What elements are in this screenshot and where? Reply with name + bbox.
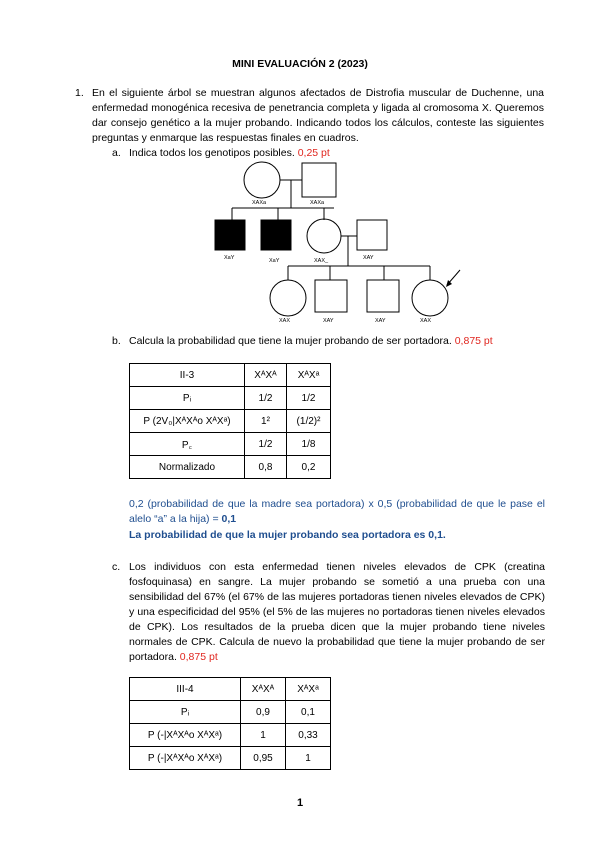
genotype-label: XaY bbox=[269, 258, 280, 264]
gen3-female-proband bbox=[412, 280, 448, 316]
genotype-label: XAX bbox=[420, 318, 432, 324]
gen3-female-1 bbox=[270, 280, 306, 316]
genotype-label: XAXa bbox=[310, 200, 325, 206]
table-cell: III-4 bbox=[130, 678, 241, 701]
genotype-label: XAXa bbox=[252, 200, 267, 206]
table-cell: XᴬXᴬ bbox=[241, 678, 286, 701]
table-cell: Pᵢ bbox=[130, 701, 241, 724]
table-row bbox=[130, 456, 331, 479]
table-cell: P (-|XᴬXᴬo XᴬXᵃ) bbox=[130, 724, 241, 747]
genotype-label: XAX bbox=[279, 318, 291, 324]
item-b-text: Calcula la probabilidad que tiene la mujer probando de ser portadora. bbox=[129, 335, 452, 347]
genotype-label: XAY bbox=[375, 318, 386, 324]
answer-b-text: 0,2 (probabilidad de que la madre sea portadora) x 0,5 (probabilidad de que le pase el alelo “a” a la hija) = bbox=[129, 498, 545, 525]
answer-b-value: 0,1 bbox=[221, 513, 237, 525]
question-number: 1. bbox=[75, 87, 84, 99]
table-cell: XᴬXᴬ bbox=[245, 364, 287, 387]
genotype-label: XAY bbox=[323, 318, 334, 324]
table-cell: 1 bbox=[286, 747, 331, 770]
table-cell: 0,8 bbox=[245, 456, 287, 479]
item-b-points: 0,875 pt bbox=[454, 335, 493, 347]
item-c bbox=[129, 560, 545, 665]
item-a-text: Indica todos los genotipos posibles. bbox=[129, 147, 295, 159]
gen2-female-ii3 bbox=[307, 219, 341, 253]
gen2-affected-male-2 bbox=[261, 220, 291, 250]
genotype-label: XAY bbox=[363, 255, 374, 261]
table-cell: P (-|XᴬXᴬo XᴬXᵃ) bbox=[130, 747, 241, 770]
pedigree-chart bbox=[200, 160, 480, 330]
table-cell: 0,33 bbox=[286, 724, 331, 747]
page-number: 1 bbox=[296, 797, 304, 809]
table-cell: II-3 bbox=[130, 364, 245, 387]
table-cell: 1/2 bbox=[245, 433, 287, 456]
table-cell: 1/8 bbox=[287, 433, 331, 456]
table-row bbox=[130, 410, 331, 433]
answer-b-final: La probabilidad de que la mujer probando sea portadora es 0,1. bbox=[129, 529, 446, 541]
table-cell: (1/2)² bbox=[287, 410, 331, 433]
table-row bbox=[130, 433, 331, 456]
table-cell: 1² bbox=[245, 410, 287, 433]
item-a-letter: a. bbox=[112, 147, 121, 159]
gen1-female bbox=[244, 162, 280, 198]
gen2-male-partner bbox=[357, 220, 387, 250]
question-1-text: En el siguiente árbol se muestran algunos afectados de Distrofia muscular de Duchenne, una enfermedad monogénica recesiva de penetrancia completa y ligada al cromosoma X. Queremos dar consejo genético a la mujer probando. Indicando todos los cálculos, conteste las siguientes preguntas y enmarque las respuestas finales en cuadros. bbox=[92, 87, 544, 144]
table-row bbox=[130, 724, 331, 747]
item-c-letter: c. bbox=[112, 561, 121, 573]
table-cell: 0,9 bbox=[241, 701, 286, 724]
item-b-letter: b. bbox=[112, 335, 121, 347]
probability-table-2 bbox=[129, 677, 331, 770]
item-c-points: 0,875 pt bbox=[179, 651, 218, 663]
table-cell: 0,95 bbox=[241, 747, 286, 770]
gen1-male bbox=[302, 163, 336, 197]
probability-table-1 bbox=[129, 363, 331, 479]
table-row bbox=[130, 364, 331, 387]
gen3-male-2 bbox=[367, 280, 399, 312]
table-cell: XᴬXᵃ bbox=[286, 678, 331, 701]
item-a-points: 0,25 pt bbox=[297, 147, 330, 159]
answer-b-explanation bbox=[129, 497, 545, 527]
table-cell: 1 bbox=[241, 724, 286, 747]
item-c-text: Los individuos con esta enfermedad tienen niveles elevados de CPK (creatina fosfoquinasa) en sangre. La mujer probando se sometió a una prueba con una sensibilidad del 67% (el 67% de las mujeres portadoras tienen niveles elevados de CPK) y una especificidad del 95% (el 5% de las mujeres no portadoras tienen niveles elevados de CPK). Los resultados de la prueba dicen que la mujer probando tiene niveles normales de CPK. Calcula de nuevo la probabilidad que tiene la mujer probando de ser portadora. bbox=[129, 561, 545, 663]
table-cell: 1/2 bbox=[287, 387, 331, 410]
genotype-label: XAX_ bbox=[314, 258, 329, 264]
table-cell: XᴬXᵃ bbox=[287, 364, 331, 387]
table-cell: P꜀ bbox=[130, 433, 245, 456]
table-cell: P (2V₀|XᴬXᴬo XᴬXᵃ) bbox=[130, 410, 245, 433]
table-cell: 0,2 bbox=[287, 456, 331, 479]
table-cell: 1/2 bbox=[245, 387, 287, 410]
table-cell: Pᵢ bbox=[130, 387, 245, 410]
table-row bbox=[130, 678, 331, 701]
table-cell: Normalizado bbox=[130, 456, 245, 479]
table-row bbox=[130, 387, 331, 410]
item-b bbox=[129, 334, 493, 349]
table-row bbox=[130, 701, 331, 724]
genotype-label: XaY bbox=[224, 255, 235, 261]
page-title: MINI EVALUACIÓN 2 (2023) bbox=[232, 58, 368, 70]
item-a bbox=[129, 146, 330, 161]
table-row bbox=[130, 747, 331, 770]
gen3-male-1 bbox=[315, 280, 347, 312]
gen2-affected-male-1 bbox=[215, 220, 245, 250]
table-cell: 0,1 bbox=[286, 701, 331, 724]
